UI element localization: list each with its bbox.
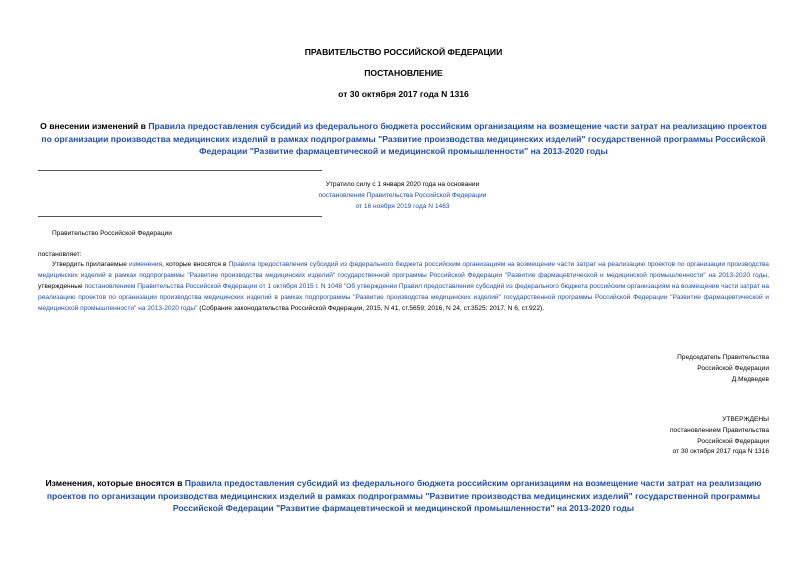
approved-date: от 30 октября 2017 года N 1316 [672,448,769,456]
changes-title [38,477,769,515]
signature-position: Председатель Правительства [677,354,769,361]
paragraph-text: (Собрание законодательства Российской Федерации, 2015, N 41, ст.5659; 2016, N 24, ст.3525; 2017, N 6, ст.922). [197,305,545,312]
status-note-line: Утратило силу с 1 января 2020 года на основании [325,181,480,188]
paragraph-text: Утвердить прилагаемые [52,261,127,268]
status-note [230,180,575,212]
resolves-label: постановляет: [38,251,82,258]
signature-federation: Российской Федерации [697,364,769,372]
changes-title-rules-link[interactable]: Правила предоставления субсидий из федерального бюджета российским организациям на возмещение части затрат на реализацию проектов по организации производства медицинских изделий в рамках подпрограммы "Развитие производства медицинских изделий" государственной программы Российской Федерации "Развитие фармацевтической и медицинской промышленности" на 2013-2020 годы [46,478,762,513]
document-type: ПОСТАНОВЛЕНИЕ [364,68,443,78]
divider-top [38,170,322,171]
document-date-number: от 30 октября 2017 года N 1316 [338,89,469,99]
title-prefix: О внесении изменений в [40,121,149,131]
approved-by: постановлением Правительства [669,426,769,434]
approved-block [519,415,769,458]
resolution-paragraph [38,259,769,314]
paragraph-text: , утвержденные [38,272,769,290]
government-name: ПРАВИТЕЛЬСТВО РОССИЙСКОЙ ФЕДЕРАЦИИ [304,47,503,57]
signature-block [519,353,769,385]
changes-title-prefix: Изменения, которые вносятся в [45,478,185,488]
title-rules-link[interactable]: Правила предоставления субсидий из федерального бюджета российским организациям на возмещение части затрат на реализацию проектов по организации производства медицинских изделий в рамках подпрограммы "Развитие производства медицинских изделий" государственной программы Российской Федерации "Развитие фармацевтической и медицинской промышленности" на 2013-2020 годы [41,121,767,156]
paragraph-text: , которые вносятся в [162,261,227,268]
resolution-1048-link[interactable]: постановлением Правительства Российской Федерации от 1 октября 2015 г. N 1048 "Об утверждении Правил предоставления субсидий из федерального бюджета российским организациям на возмещение части затрат на реализацию проектов по организации производства медицинских изделий в рамках подпрограммы "Развитие производства медицинских изделий" государственной программы Российской Федерации "Развитие фармацевтической и медицинской промышленности" на 2013-2020 годы" [38,283,769,312]
rules-link[interactable]: Правила предоставления субсидий из федерального бюджета российским организациям на возмещение части затрат на реализацию проектов по организации производства медицинских изделий в рамках подпрограммы "Развитие производства медицинских изделий" государственной программы Российской Федерации "Развитие фармацевтической и медицинской промышленности" на 2013-2020 годы [38,261,769,279]
repeal-resolution-link[interactable]: постановления Правительства Российской Федерации [318,191,487,199]
issuer: Правительство Российской Федерации [52,230,172,237]
signature-name: Д.Медведев [731,375,769,383]
repeal-resolution-date-link[interactable]: от 16 ноября 2019 года N 1463 [355,202,450,210]
approved-federation: Российской Федерации [697,437,769,445]
approved-label: УТВЕРЖДЕНЫ [722,416,769,423]
document-title [38,120,769,158]
divider-bottom [38,216,322,217]
changes-link[interactable]: изменения [129,261,163,268]
